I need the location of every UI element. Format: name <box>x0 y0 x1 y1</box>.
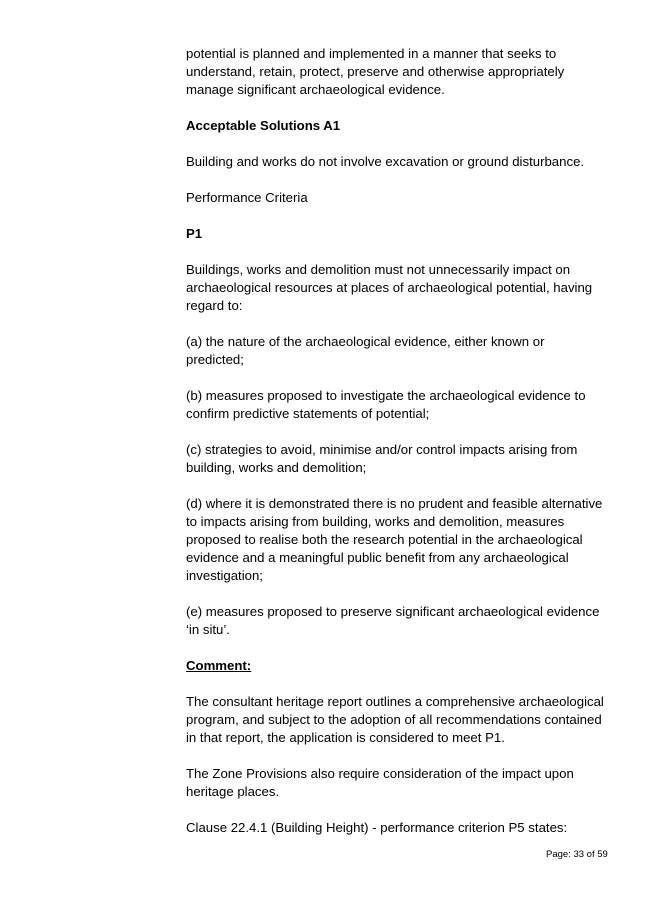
criteria-item-d: (d) where it is demonstrated there is no prudent and feasible alternative to impacts arising from building, works and demolition, measures proposed to realise both the research potential in the archaeological evidence and a meaningful public benefit from any archaeological investigation; <box>186 496 603 583</box>
criteria-item-b: (b) measures proposed to investigate the archaeological evidence to confirm predictive statements of potential; <box>186 388 586 421</box>
document-body <box>186 45 604 855</box>
comment-heading: Comment: <box>186 658 252 673</box>
criteria-item-a: (a) the nature of the archaeological evidence, either known or predicted; <box>186 334 545 367</box>
comment-paragraph: The consultant heritage report outlines a comprehensive archaeological program, and subject to the adoption of all recommendations contained in that report, the application is considered to meet P1. <box>186 694 604 745</box>
p1-paragraph: Buildings, works and demolition must not unnecessarily impact on archaeological resources at places of archaeological potential, having regard to: <box>186 262 593 313</box>
intro-paragraph: potential is planned and implemented in a manner that seeks to understand, retain, protect, preserve and otherwise appropriately manage significant archaeological evidence. <box>186 46 565 97</box>
p1-heading: P1 <box>186 226 203 241</box>
criteria-item-e: (e) measures proposed to preserve significant archaeological evidence ‘in situ’. <box>186 604 600 637</box>
acceptable-solutions-heading: Acceptable Solutions A1 <box>186 118 341 133</box>
zone-provisions-paragraph: The Zone Provisions also require consideration of the impact upon heritage places. <box>186 766 574 799</box>
page-number-footer: Page: 33 of 59 <box>546 849 608 860</box>
criteria-item-c: (c) strategies to avoid, minimise and/or control impacts arising from building, works and demolition; <box>186 442 578 475</box>
a1-paragraph: Building and works do not involve excavation or ground disturbance. <box>186 154 585 169</box>
performance-criteria-label: Performance Criteria <box>186 190 308 205</box>
clause-paragraph: Clause 22.4.1 (Building Height) - performance criterion P5 states: <box>186 820 568 835</box>
